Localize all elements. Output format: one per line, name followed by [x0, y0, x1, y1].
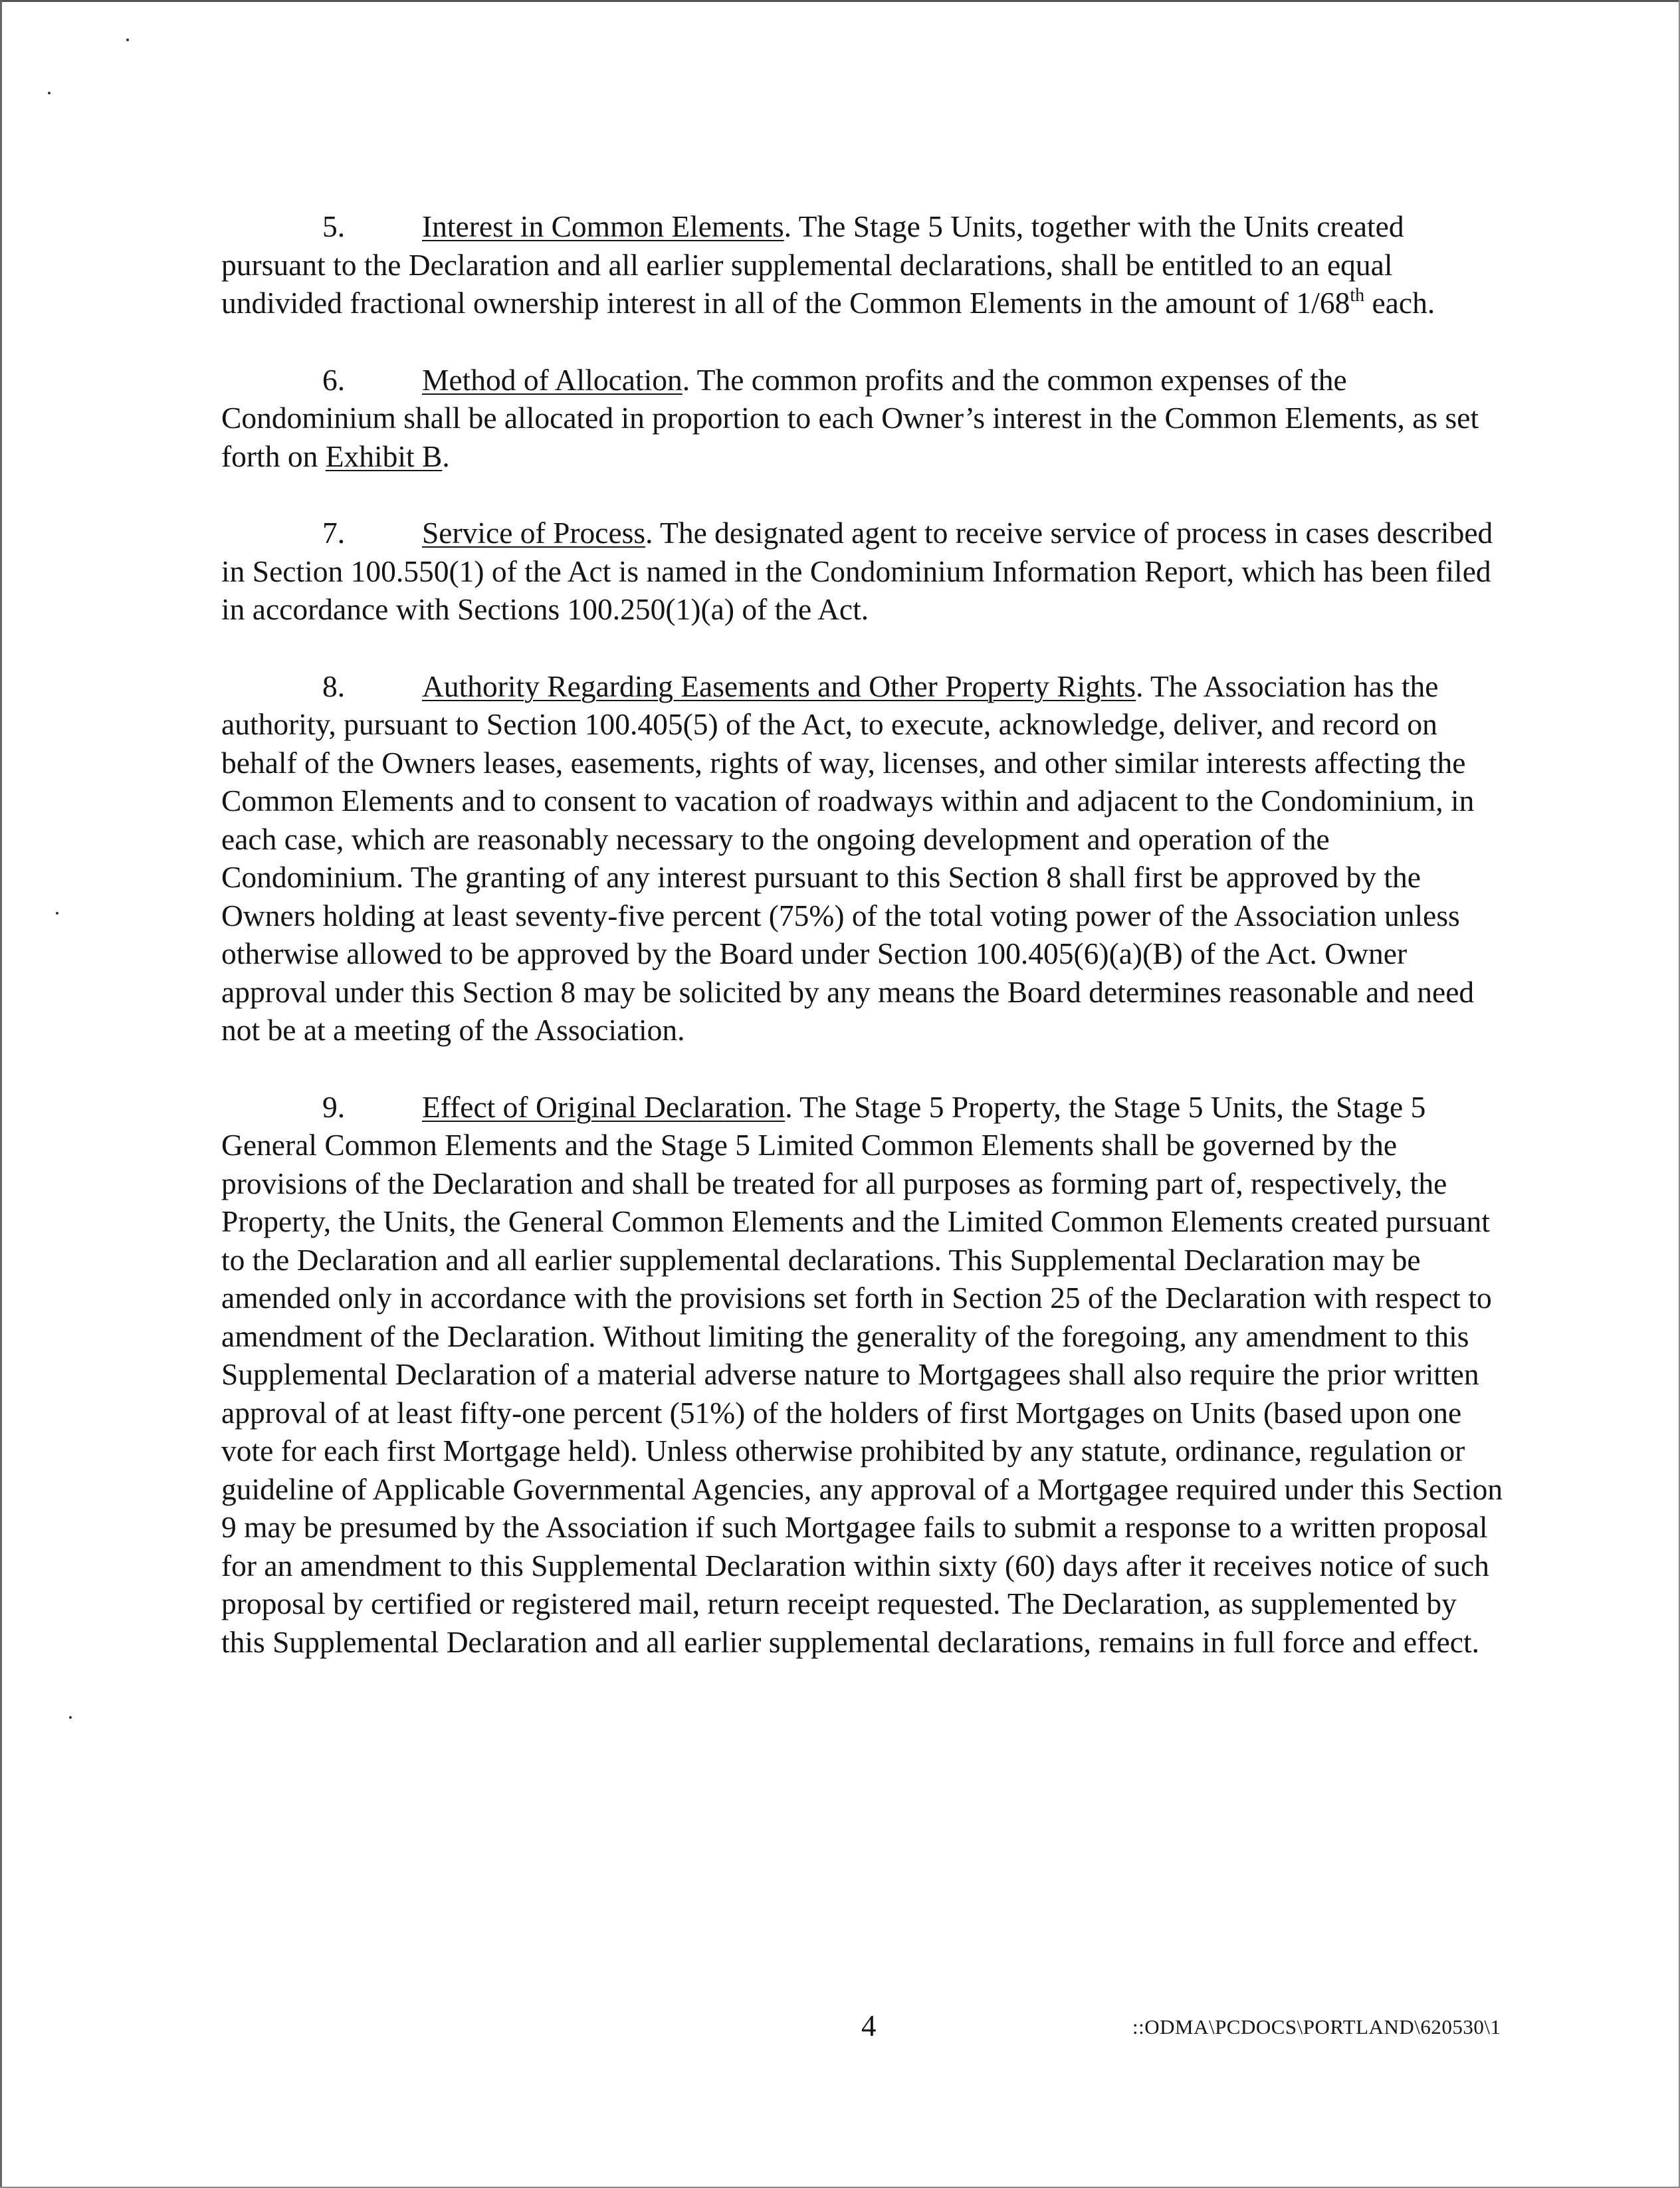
section-heading: Method of Allocation — [422, 362, 682, 397]
section-5-paragraph — [221, 207, 1507, 322]
section-heading: Effect of Original Declaration — [422, 1089, 786, 1124]
page-number: 4 — [861, 2009, 877, 2042]
section-text: . The Stage 5 Property, the Stage 5 Units, the Stage 5 General Common Elements and the Stage 5 Limited Common Elements shall be governed by the provisions of the Declaration and shall be treated for all purposes as forming part of, respectively, the Property, the Units, the General Common Elements and the Limited Common Elements created pursuant to the Declaration and all earlier supplemental declarations. This Supplemental Declaration may be amended only in accordance with the provisions set forth in Section 25 of the Declaration with respect to amendment of the Declaration. Without limiting the generality of the foregoing, any amendment to this Supplemental Declaration of a material adverse nature to Mortgagees shall also require the prior written approval of at least fifty-one percent (51%) of the holders of first Mortgages on Units (based upon one vote for each first Mortgage held). Unless otherwise prohibited by any statute, ordinance, regulation or guideline of Applicable Governmental Agencies, any approval of a Mortgagee required under this Section 9 may be presumed by the Association if such Mortgagee fails to submit a response to a written proposal for an amendment to this Supplemental Declaration within sixty (60) days after it receives notice of such proposal by certified or registered mail, return receipt requested. The Declaration, as supplemented by this Supplemental Declaration and all earlier supplemental declarations, remains in full force and effect. — [221, 1089, 1503, 1659]
section-number: 9. — [322, 1089, 346, 1124]
section-text: . The common profits and the common expenses of the Condominium shall be allocated in proportion to each Owner’s interest in the Common Elements, as set forth on — [221, 362, 1479, 473]
document-id: ::ODMA\PCDOCS\PORTLAND\620530\1 — [1132, 2015, 1501, 2038]
page-left-edge — [0, 0, 2, 2188]
section-heading: Service of Process — [422, 516, 646, 550]
section-number: 8. — [322, 669, 346, 703]
scan-speck — [69, 1716, 72, 1719]
section-text-end: each. — [1364, 286, 1435, 320]
exhibit-reference: Exhibit B — [325, 439, 443, 473]
section-6-paragraph — [221, 361, 1507, 476]
section-number: 6. — [322, 362, 346, 397]
scan-speck — [126, 39, 129, 41]
section-heading: Authority Regarding Easements and Other Property Rights — [422, 669, 1136, 703]
section-text: . The Stage 5 Units, together with the Units created pursuant to the Declaration and all earlier supplemental declarations, shall be entitled to an equal undivided fractional ownership interest in all of the Common Elements in the amount of 1/68 — [221, 209, 1404, 320]
page-top-edge — [0, 0, 1680, 2]
section-text: . The Association has the authority, pursuant to Section 100.405(5) of the Act, to execute, acknowledge, deliver, and record on behalf of the Owners leases, easements, rights of way, licenses, and other similar interests affecting the Common Elements and to consent to vacation of roadways within and adjacent to the Condominium, in each case, which are reasonably necessary to the ongoing development and operation of the Condominium. The granting of any interest pursuant to this Section 8 shall first be approved by the Owners holding at least seventy-five percent (75%) of the total voting power of the Association unless otherwise allowed to be approved by the Board under Section 100.405(6)(a)(B) of the Act. Owner approval under this Section 8 may be solicited by any means the Board determines reasonable and need not be at a meeting of the Association. — [221, 669, 1475, 1047]
document-body — [221, 207, 1507, 1699]
scan-speck — [56, 912, 58, 915]
section-heading: Interest in Common Elements — [422, 209, 784, 243]
section-8-paragraph — [221, 667, 1507, 1049]
section-text: . The designated agent to receive service of process in cases described in Section 100.550(1) of the Act is named in the Condominium Information Report, which has been filed in accordance with Sections 100.250(1)(a) of the Act. — [221, 516, 1493, 626]
section-number: 7. — [322, 516, 346, 550]
section-text-end: . — [442, 439, 450, 473]
section-9-paragraph — [221, 1088, 1507, 1662]
section-7-paragraph — [221, 514, 1507, 629]
ordinal-superscript: th — [1350, 285, 1365, 306]
section-number: 5. — [322, 209, 346, 243]
scan-speck — [48, 92, 51, 94]
